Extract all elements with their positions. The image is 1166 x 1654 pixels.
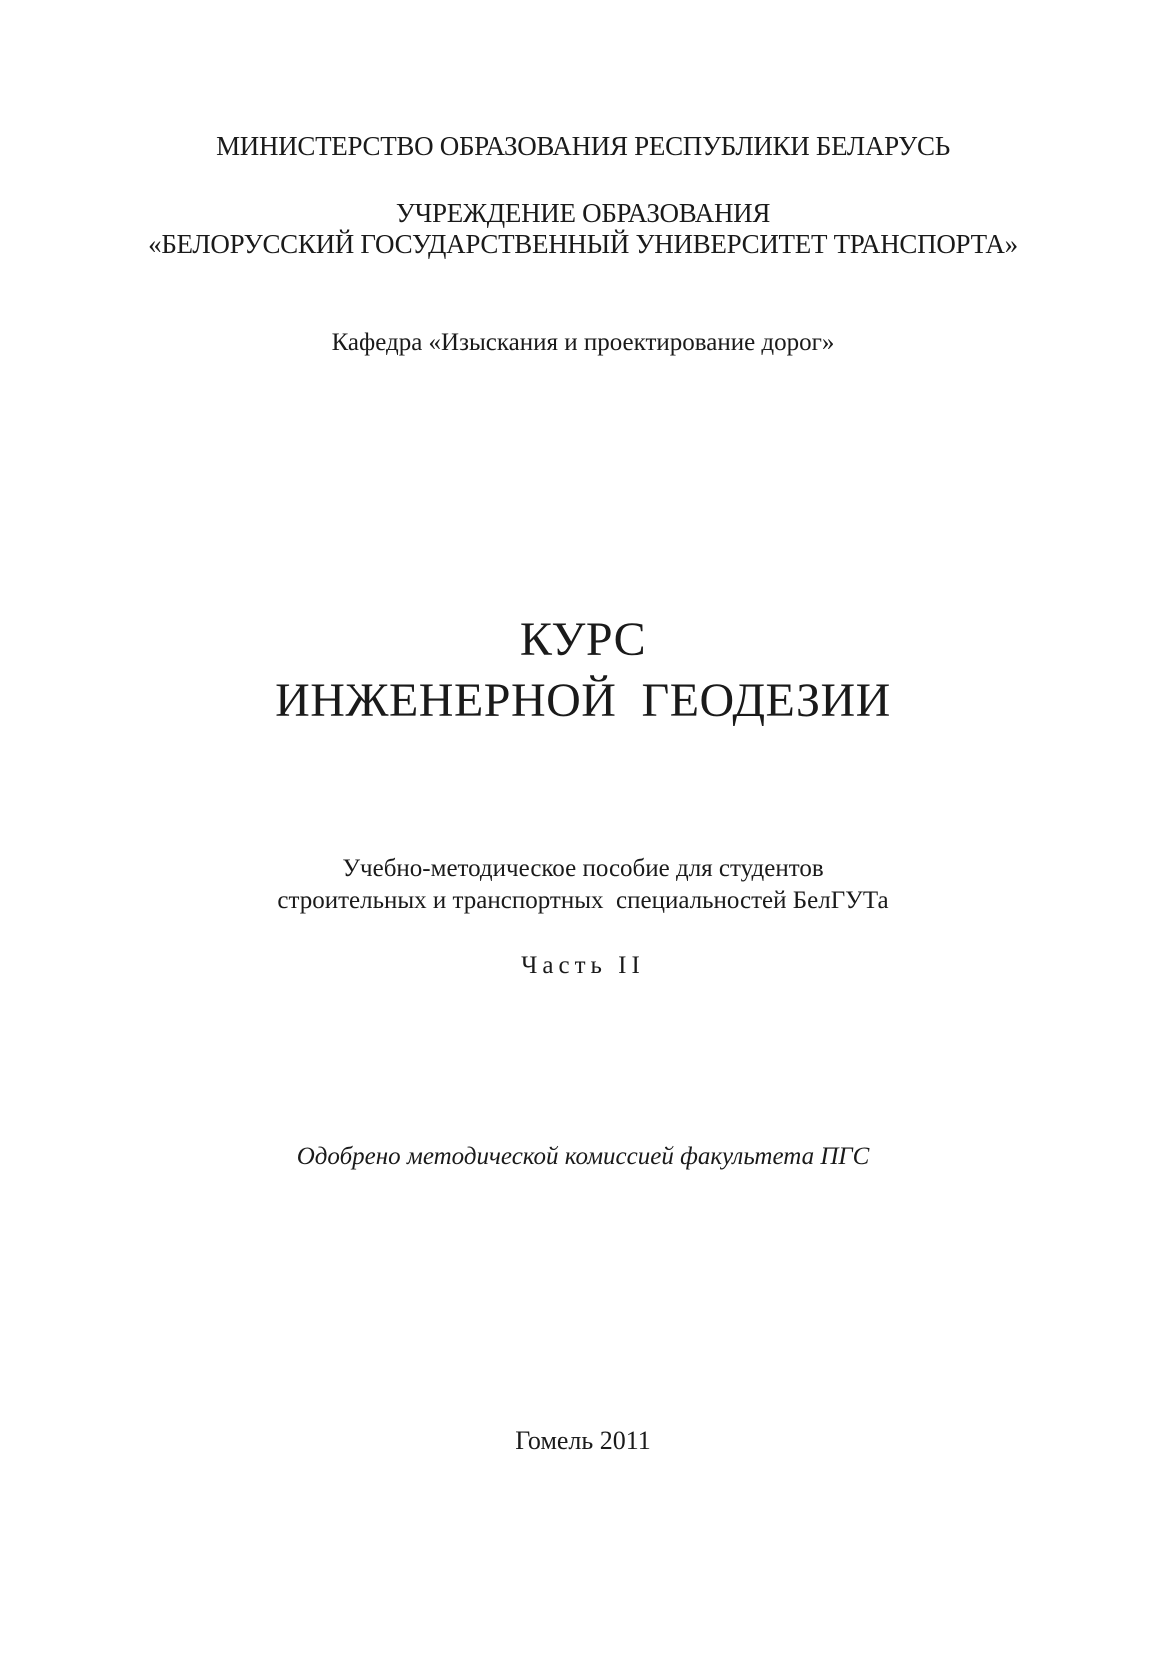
place-and-year: Гомель 2011 (515, 1426, 651, 1455)
approval-note: Одобрено методической комиссией факультета ПГС (296, 1143, 870, 1170)
ministry-heading: МИНИСТЕРСТВО ОБРАЗОВАНИЯ РЕСПУБЛИКИ БЕЛАРУСЬ (216, 131, 950, 161)
book-title-line1: КУРС (519, 613, 647, 666)
subtitle-line1: Учебно-методическое пособие для студентов (342, 855, 824, 882)
part-number: Часть II (521, 952, 645, 979)
department-name: Кафедра «Изыскания и проектирование дорог» (331, 329, 835, 356)
institution-heading-line1: УЧРЕЖДЕНИЕ ОБРАЗОВАНИЯ (395, 198, 771, 228)
institution-heading-line2: «БЕЛОРУССКИЙ ГОСУДАРСТВЕННЫЙ УНИВЕРСИТЕТ ТРАНСПОРТА» (148, 229, 1018, 259)
subtitle-line2: строительных и транспортных специальностей БелГУТа (277, 887, 889, 914)
book-title-line2: ИНЖЕНЕРНОЙ ГЕОДЕЗИИ (275, 674, 891, 727)
